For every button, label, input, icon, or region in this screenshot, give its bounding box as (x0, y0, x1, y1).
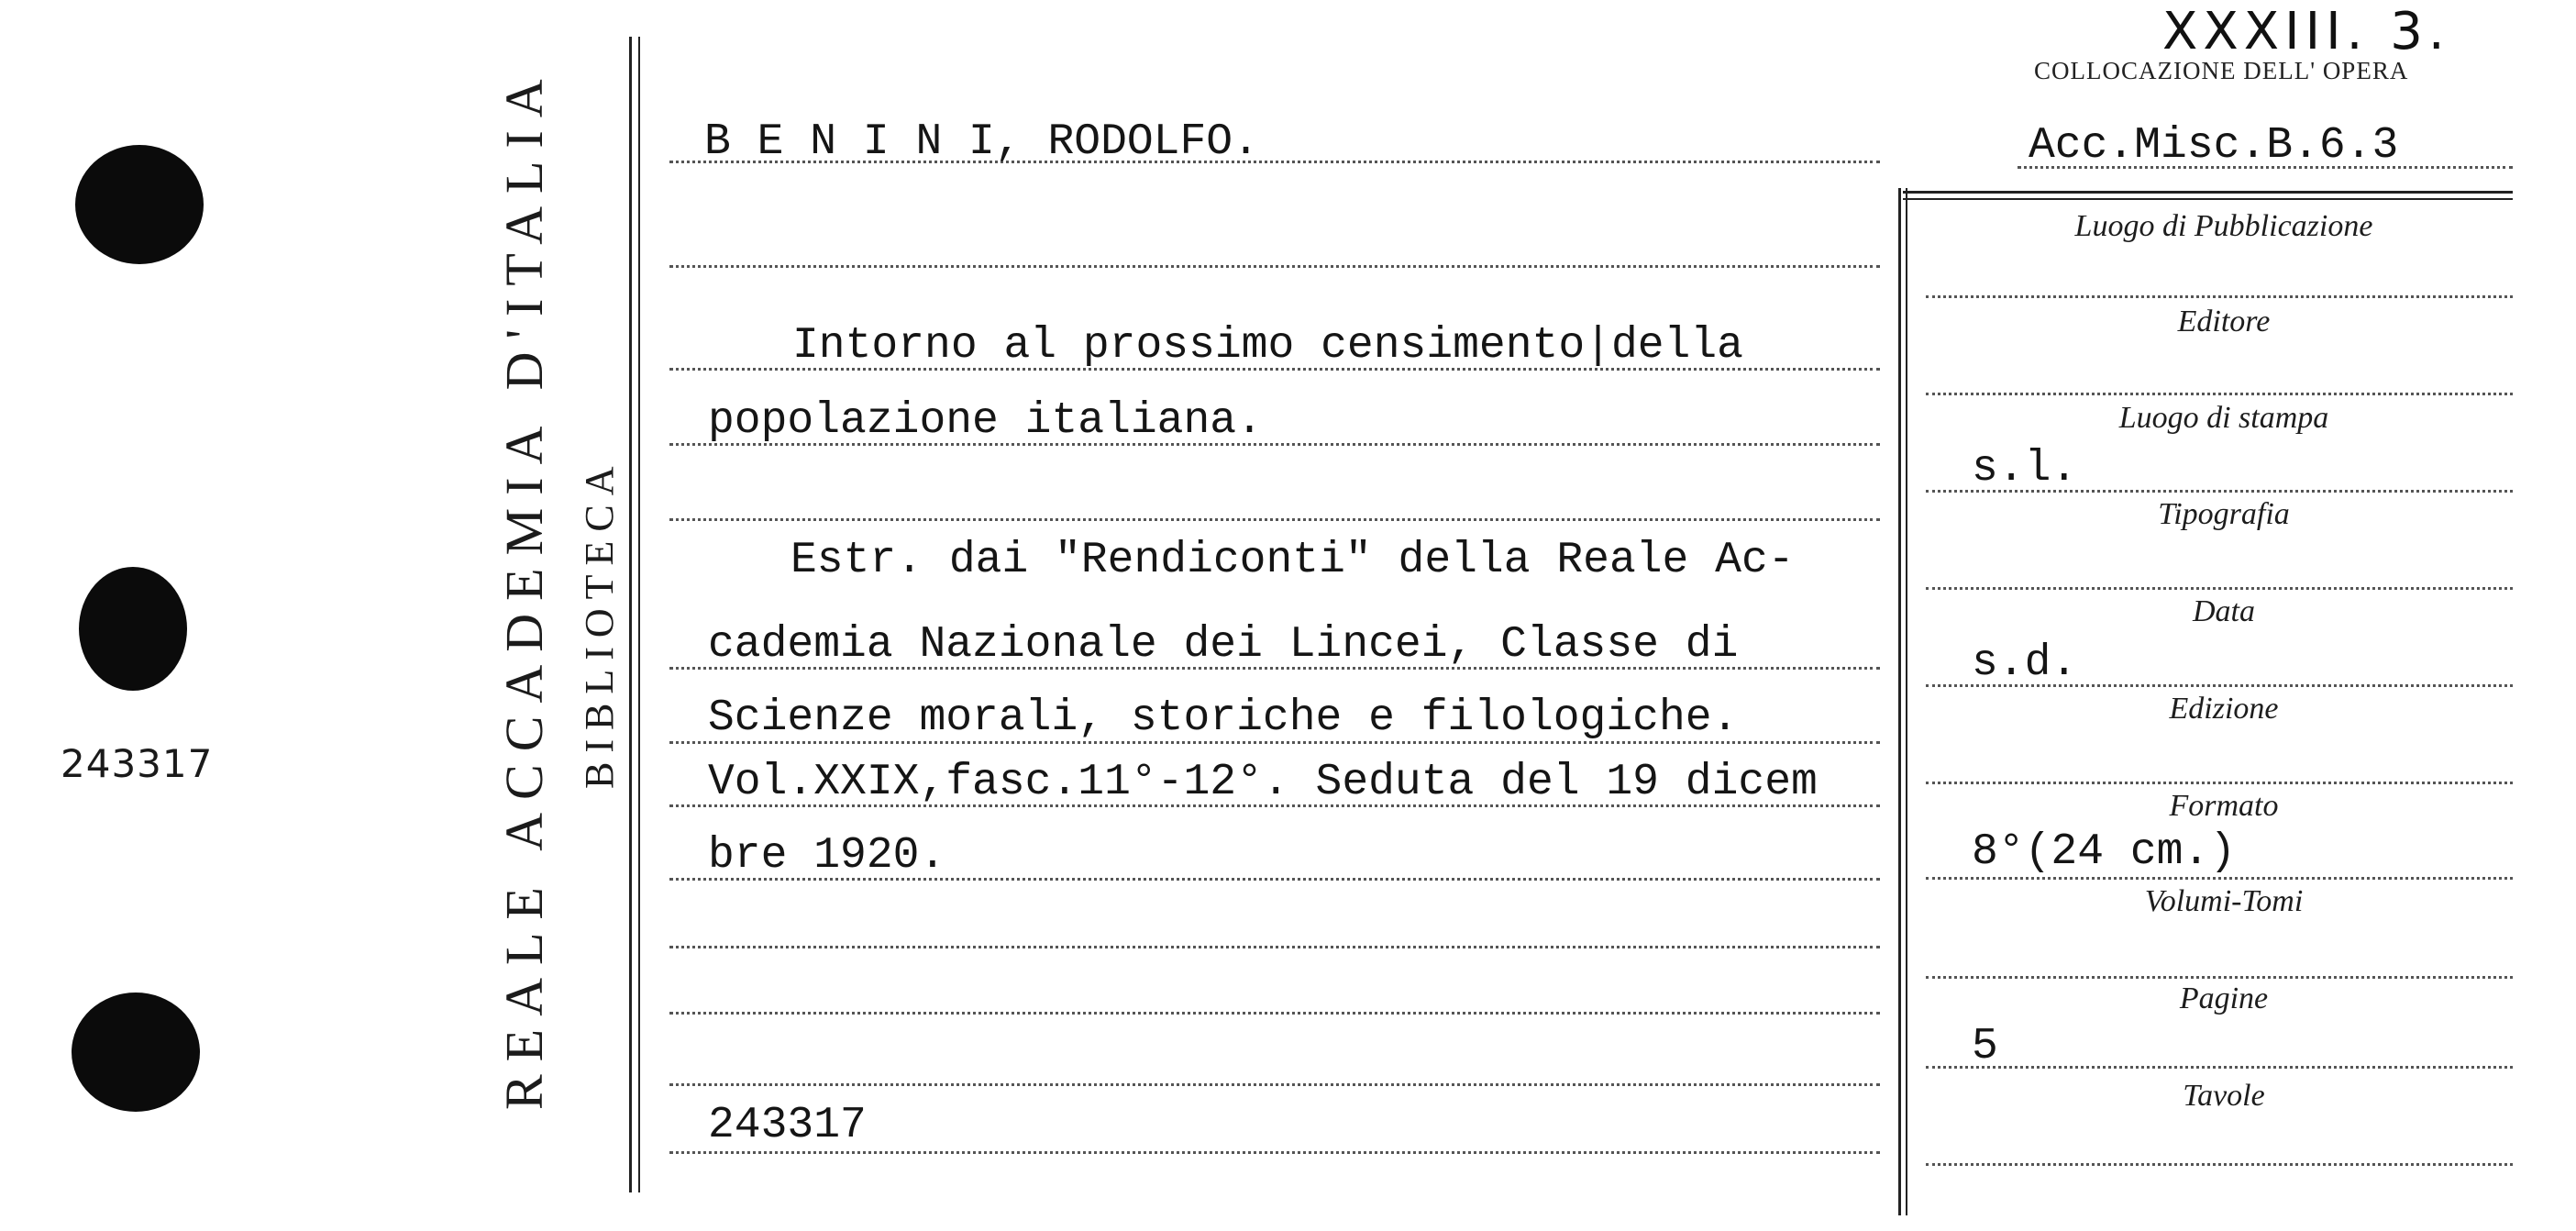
rule-line (669, 943, 1880, 948)
field-label-volumi-tomi: Volumi-Tomi (2144, 884, 2304, 918)
author-name: B E N I N I, RODOLFO. (704, 117, 1259, 167)
right-panel-top-rule-inner (1903, 198, 2513, 200)
note-line: bre 1920. (708, 831, 946, 881)
right-panel-rule (1898, 188, 1901, 1215)
field-label-formato: Formato (2169, 789, 2279, 823)
rule-line (669, 516, 1880, 521)
field-line (1926, 877, 2513, 880)
field-label-luogo-pubblicazione: Luogo di Pubblicazione (2074, 209, 2373, 243)
field-label-pagine: Pagine (2179, 981, 2269, 1015)
note-line: Vol.XXIX,fasc.11°-12°. Seduta del 19 dicem (708, 758, 1818, 807)
note-line: cademia Nazionale dei Lincei, Classe di (708, 620, 1739, 670)
handwritten-shelf-number: XXXIII. 3. (2162, 2, 2450, 61)
note-line: Scienze morali, storiche e filologiche. (708, 693, 1739, 743)
field-value-formato: 8°(24 cm.) (1972, 827, 2237, 877)
rule-line (669, 1009, 1880, 1015)
rule-line (669, 1081, 1880, 1086)
rule-line (669, 262, 1880, 268)
footer-accession-number: 243317 (708, 1101, 867, 1150)
note-line: Estr. dai "Rendiconti" della Reale Ac- (790, 536, 1795, 585)
field-line (1926, 1066, 2513, 1069)
right-panel-top-rule (1903, 191, 2513, 194)
field-value-data: s.d. (1972, 638, 2078, 688)
field-label-tavole: Tavole (2183, 1079, 2265, 1113)
field-label-tipografia: Tipografia (2158, 497, 2290, 531)
institution-name: REALE ACCADEMIA D'ITALIA (494, 66, 554, 1110)
field-label-edizione: Edizione (2169, 692, 2279, 726)
accession-number-left: 243317 (61, 741, 214, 786)
field-line (1926, 782, 2513, 784)
title-line: Intorno al prossimo censimento|della (792, 321, 1743, 371)
field-line (1926, 587, 2513, 590)
punch-hole-bottom (72, 993, 200, 1112)
right-panel-rule-inner (1906, 188, 1907, 1215)
title-line: popolazione italiana. (708, 396, 1263, 446)
field-line (1926, 976, 2513, 979)
library-name: BIBLIOTECA (577, 457, 622, 789)
field-line (1926, 393, 2513, 395)
field-label-editore: Editore (2177, 305, 2271, 338)
field-line (1926, 1163, 2513, 1166)
field-value-pagine: 5 (1972, 1022, 1998, 1071)
left-margin-rule-inner (638, 37, 640, 1192)
collocation-caption: COLLOCAZIONE DELL' OPERA (2034, 57, 2409, 84)
punch-hole-top (75, 145, 204, 264)
punch-hole-middle (79, 567, 187, 691)
field-value-luogo-stampa: s.l. (1972, 444, 2078, 494)
shelfmark: Acc.Misc.B.6.3 (2029, 121, 2399, 171)
left-margin-rule (629, 37, 632, 1192)
field-label-data: Data (2193, 594, 2255, 628)
field-label-luogo-stampa: Luogo di stampa (2118, 401, 2329, 435)
field-line (1926, 295, 2513, 298)
